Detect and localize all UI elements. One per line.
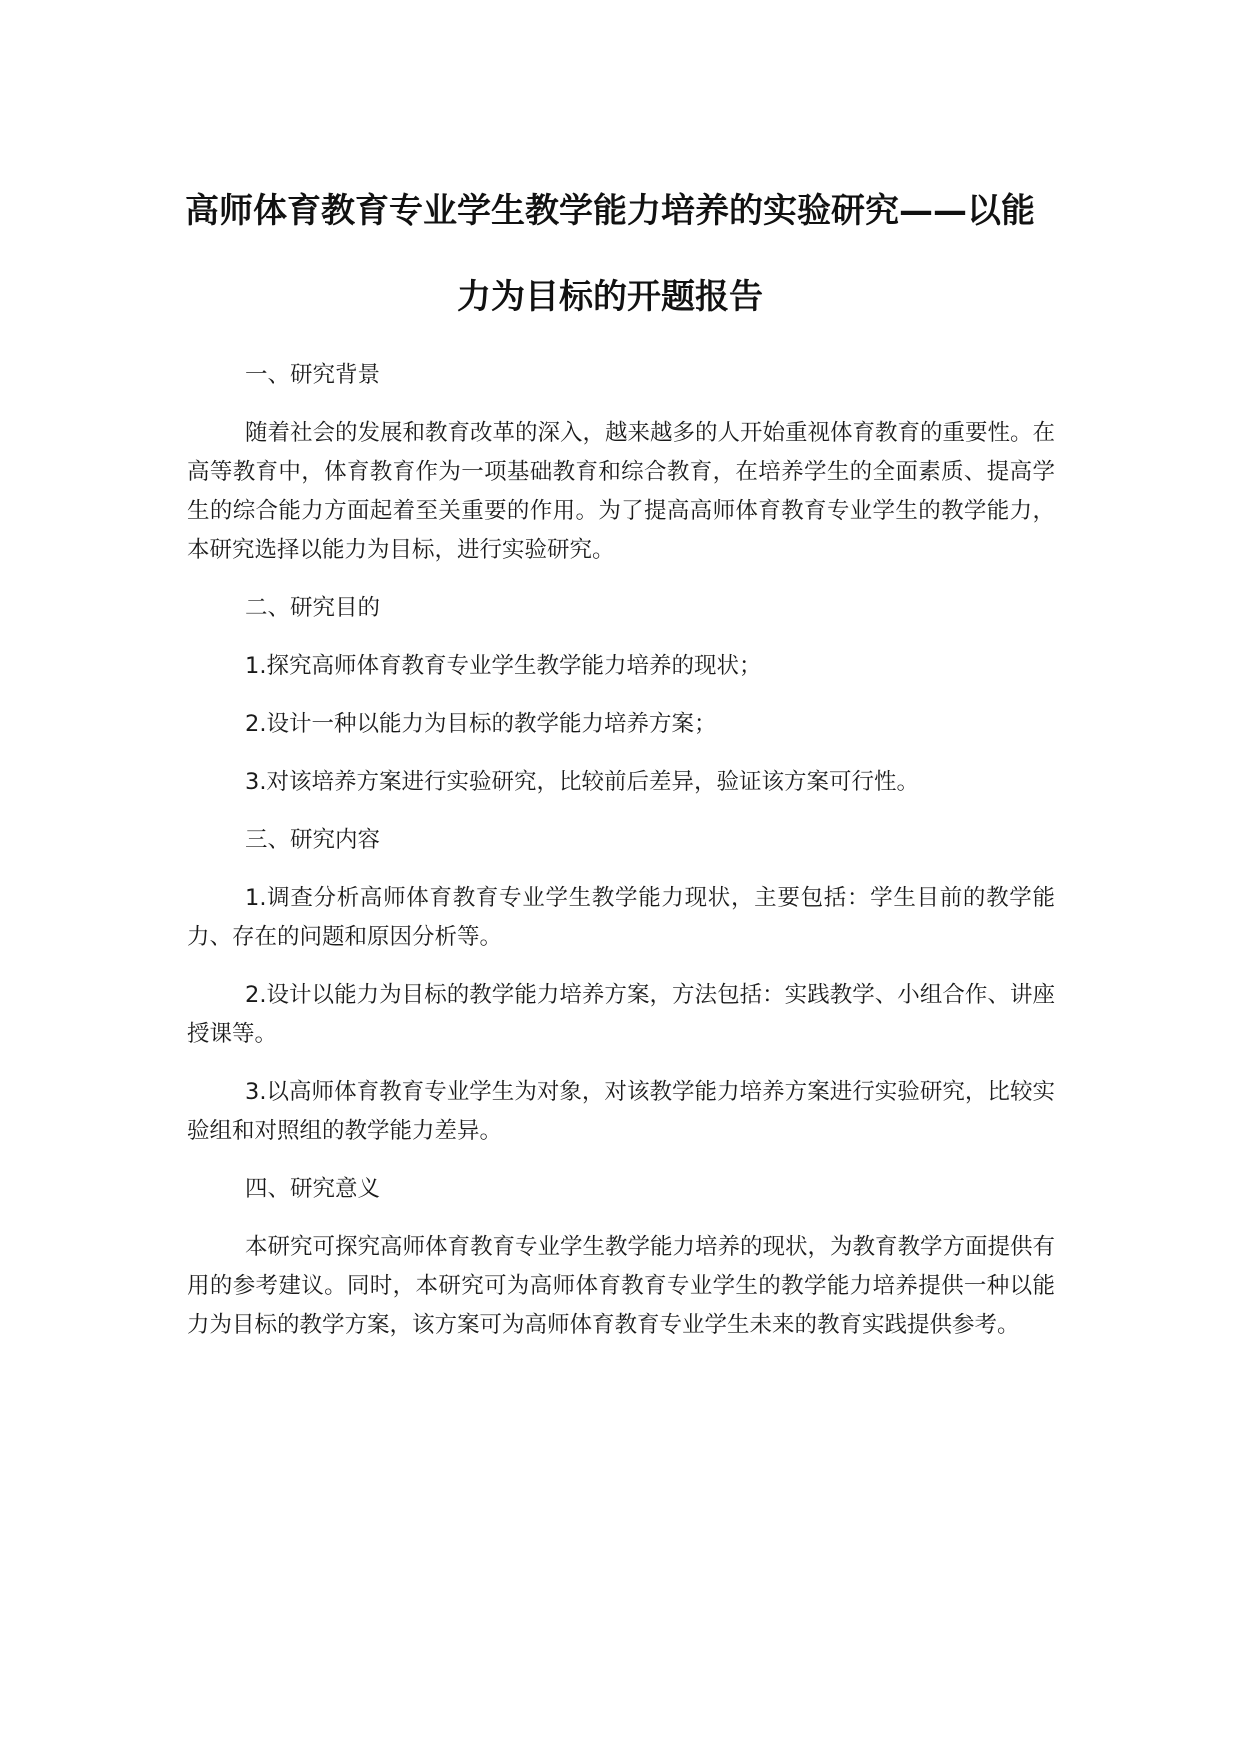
section-heading-purpose: 二、研究目的	[245, 595, 381, 621]
document-title	[160, 168, 1060, 340]
significance-paragraph: 本研究可探究高师体育教育专业学生教学能力培养的现状，为教育教学方面提供有用的参考建议。同时，本研究可为高师体育教育专业学生的教学能力培养提供一种以能力为目标的教学方案，该方案可为高师体育教育专业学生未来的教育实践提供参考。	[187, 1234, 1056, 1338]
section-heading-background: 一、研究背景	[245, 362, 381, 388]
purpose-item-3: 3.对该培养方案进行实验研究，比较前后差异，验证该方案可行性。	[245, 769, 919, 795]
title-line-2: 力为目标的开题报告	[457, 277, 763, 317]
title-line-1: 高师体育教育专业学生教学能力培养的实验研究——以能	[185, 191, 1035, 231]
section-heading-content: 三、研究内容	[245, 827, 381, 853]
purpose-item-1: 1.探究高师体育教育专业学生教学能力培养的现状；	[245, 653, 762, 679]
purpose-item-2: 2.设计一种以能力为目标的教学能力培养方案；	[245, 711, 717, 737]
content-item-3: 3.以高师体育教育专业学生为对象，对该教学能力培养方案进行实验研究，比较实验组和对照组的教学能力差异。	[187, 1079, 1055, 1144]
content-item-1: 1.调查分析高师体育教育专业学生教学能力现状，主要包括：学生目前的教学能力、存在的问题和原因分析等。	[187, 885, 1055, 950]
background-paragraph: 随着社会的发展和教育改革的深入，越来越多的人开始重视体育教育的重要性。在高等教育中，体育教育作为一项基础教育和综合教育，在培养学生的全面素质、提高学生的综合能力方面起着至关重要的作用。为了提高高师体育教育专业学生的教学能力，本研究选择以能力为目标，进行实验研究。	[187, 420, 1056, 563]
content-item-2: 2.设计以能力为目标的教学能力培养方案，方法包括：实践教学、小组合作、讲座授课等。	[187, 982, 1055, 1047]
document-body	[187, 356, 1055, 1364]
section-heading-significance: 四、研究意义	[245, 1176, 381, 1202]
